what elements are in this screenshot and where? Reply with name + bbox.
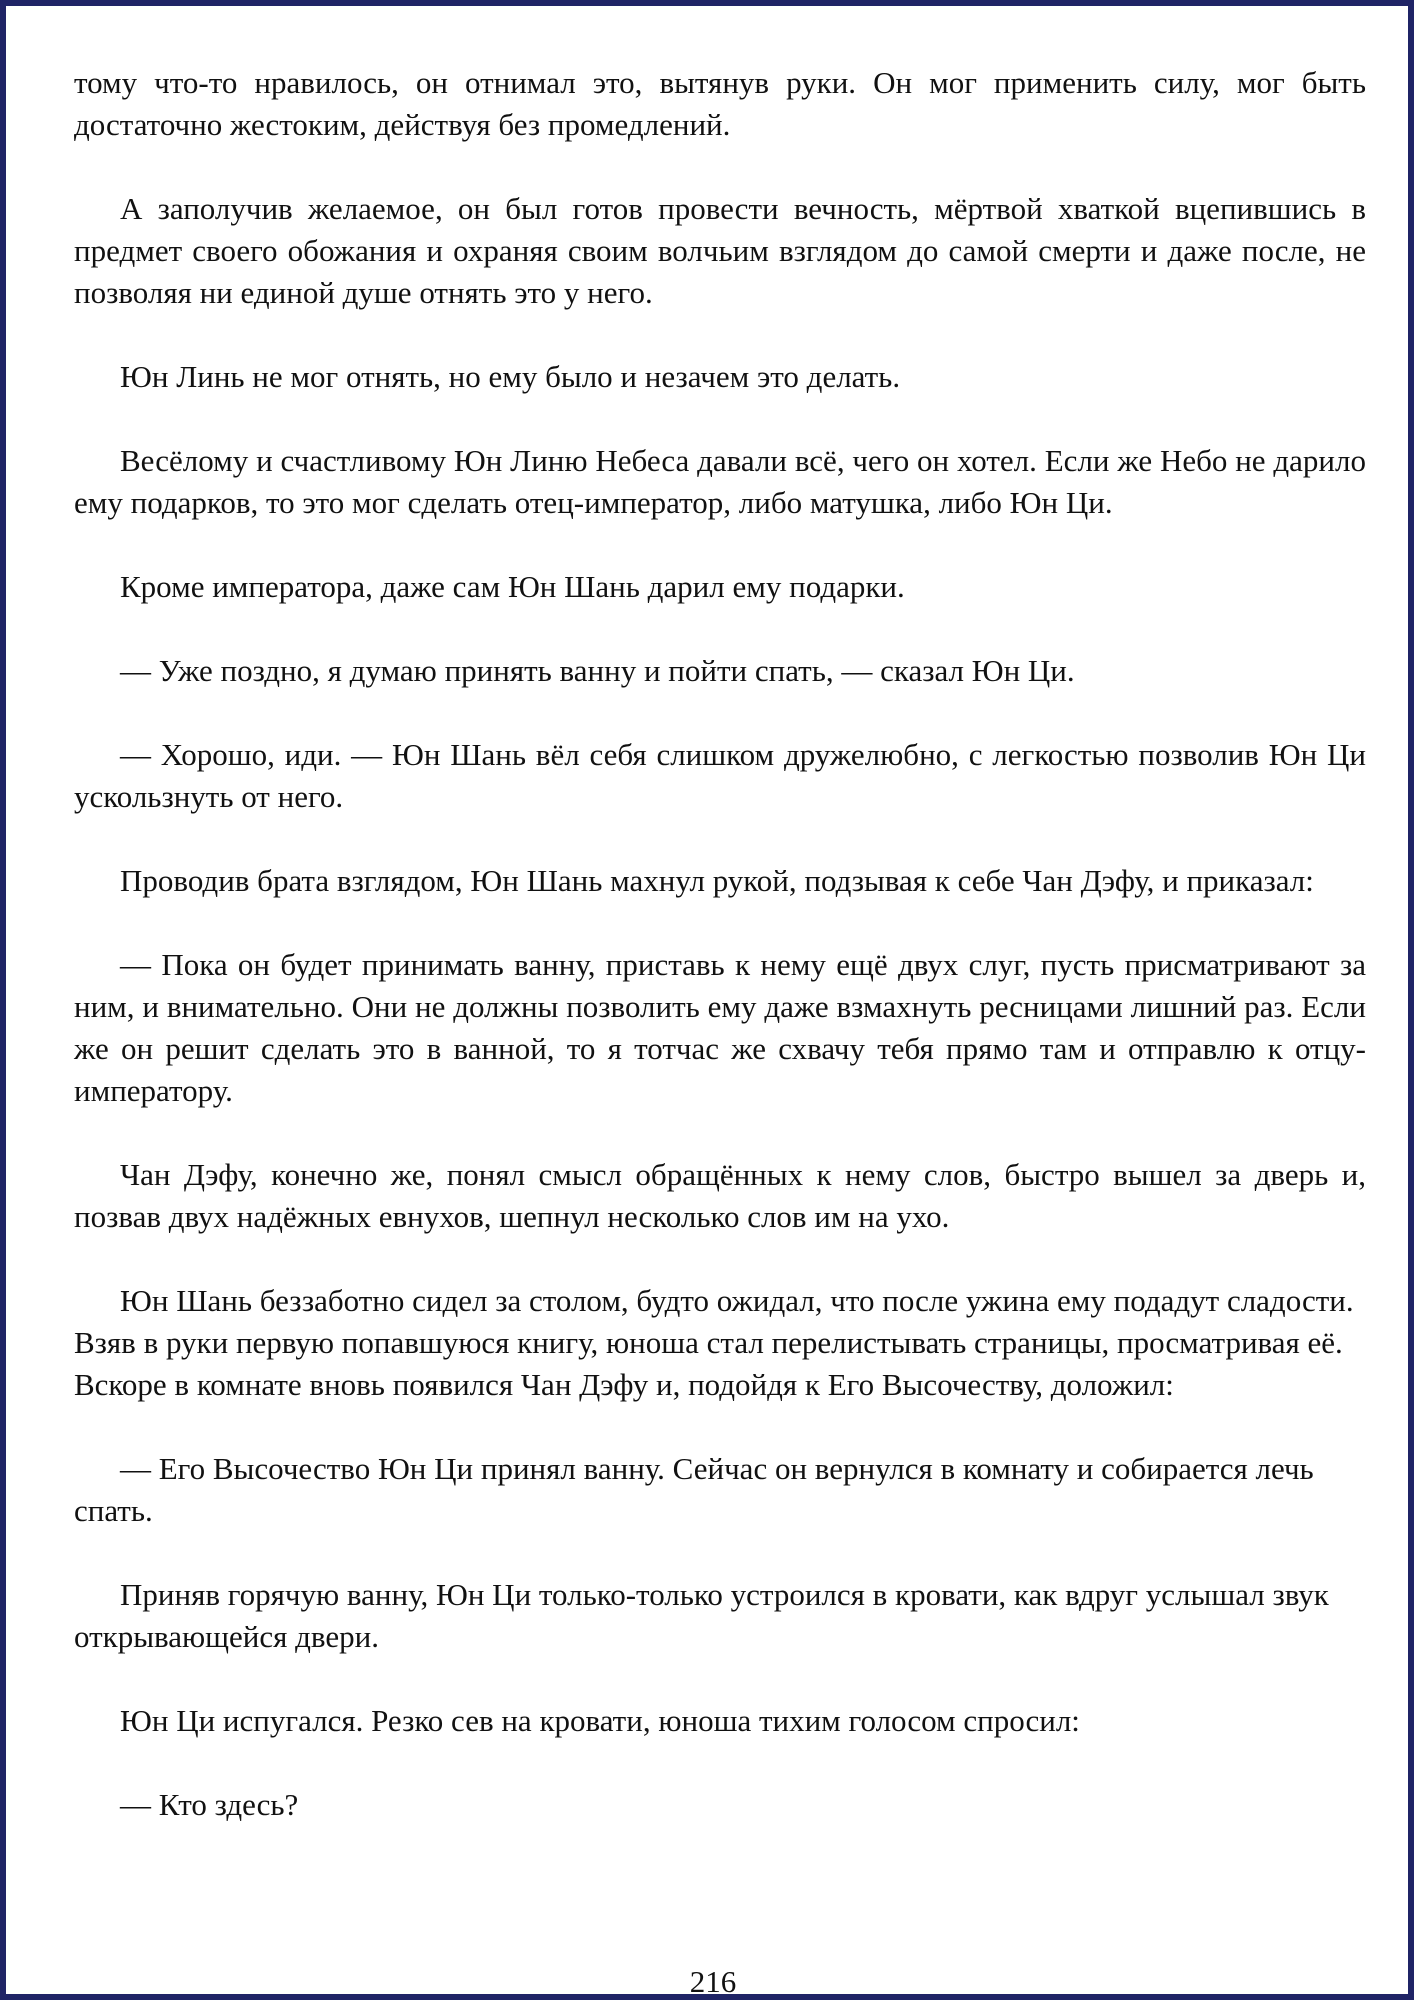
paragraph-11: Юн Шань беззаботно сидел за столом, будто ожидал, что после ужина ему подадут сладости. Взяв в руки первую попавшуюся книгу, юноша стал перелистывать страницы, просматривая её. Вскоре в комнате вновь появился Чан Дэфу и, подойдя к Его Высочеству, доложил:	[74, 1283, 1354, 1402]
paragraph-5: Кроме императора, даже сам Юн Шань дарил ему подарки.	[120, 569, 905, 604]
paragraph-4: Весёлому и счастливому Юн Линю Небеса давали всё, чего он хотел. Если же Небо не дарило ему подарков, то это мог сделать отец-император, либо матушка, либо Юн Ци.	[74, 443, 1366, 520]
paragraph-12: — Его Высочество Юн Ци принял ванну. Сейчас он вернулся в комнату и собирается лечь спать.	[74, 1451, 1314, 1528]
paragraph-8: Проводив брата взглядом, Юн Шань махнул рукой, подзывая к себе Чан Дэфу, и приказал:	[120, 863, 1314, 898]
paragraph-10: Чан Дэфу, конечно же, понял смысл обращённых к нему слов, быстро вышел за дверь и, позвав двух надёжных евнухов, шепнул несколько слов им на ухо.	[74, 1157, 1366, 1234]
paragraph-14: Юн Ци испугался. Резко сев на кровати, юноша тихим голосом спросил:	[120, 1703, 1080, 1738]
page-content	[74, 62, 1366, 1868]
paragraph-1: тому что-то нравилось, он отнимал это, вытянув руки. Он мог применить силу, мог быть достаточно жестоким, действуя без промедлений.	[74, 65, 1366, 142]
page-number: 216	[689, 1964, 737, 1999]
paragraph-2: А заполучив желаемое, он был готов провести вечность, мёртвой хваткой вцепившись в предмет своего обожания и охраняя своим волчьим взглядом до самой смерти и даже после, не позволяя ни единой душе отнять это у него.	[74, 191, 1366, 310]
paragraph-9: — Пока он будет принимать ванну, приставь к нему ещё двух слуг, пусть присматривают за ним, и внимательно. Они не должны позволить ему даже взмахнуть ресницами лишний раз. Если же он решит сделать это в ванной, то я тотчас же схвачу тебя прямо там и отправлю к отцу-императору.	[74, 947, 1366, 1108]
paragraph-3: Юн Линь не мог отнять, но ему было и незачем это делать.	[120, 359, 901, 394]
paragraph-13: Приняв горячую ванну, Юн Ци только-только устроился в кровати, как вдруг услышал звук открывающейся двери.	[74, 1577, 1329, 1654]
paragraph-7: — Хорошо, иди. — Юн Шань вёл себя слишком дружелюбно, с легкостью позволив Юн Ци ускользнуть от него.	[74, 737, 1366, 814]
paragraph-15: — Кто здесь?	[120, 1787, 299, 1822]
paragraph-6: — Уже поздно, я думаю принять ванну и пойти спать, — сказал Юн Ци.	[120, 653, 1075, 688]
